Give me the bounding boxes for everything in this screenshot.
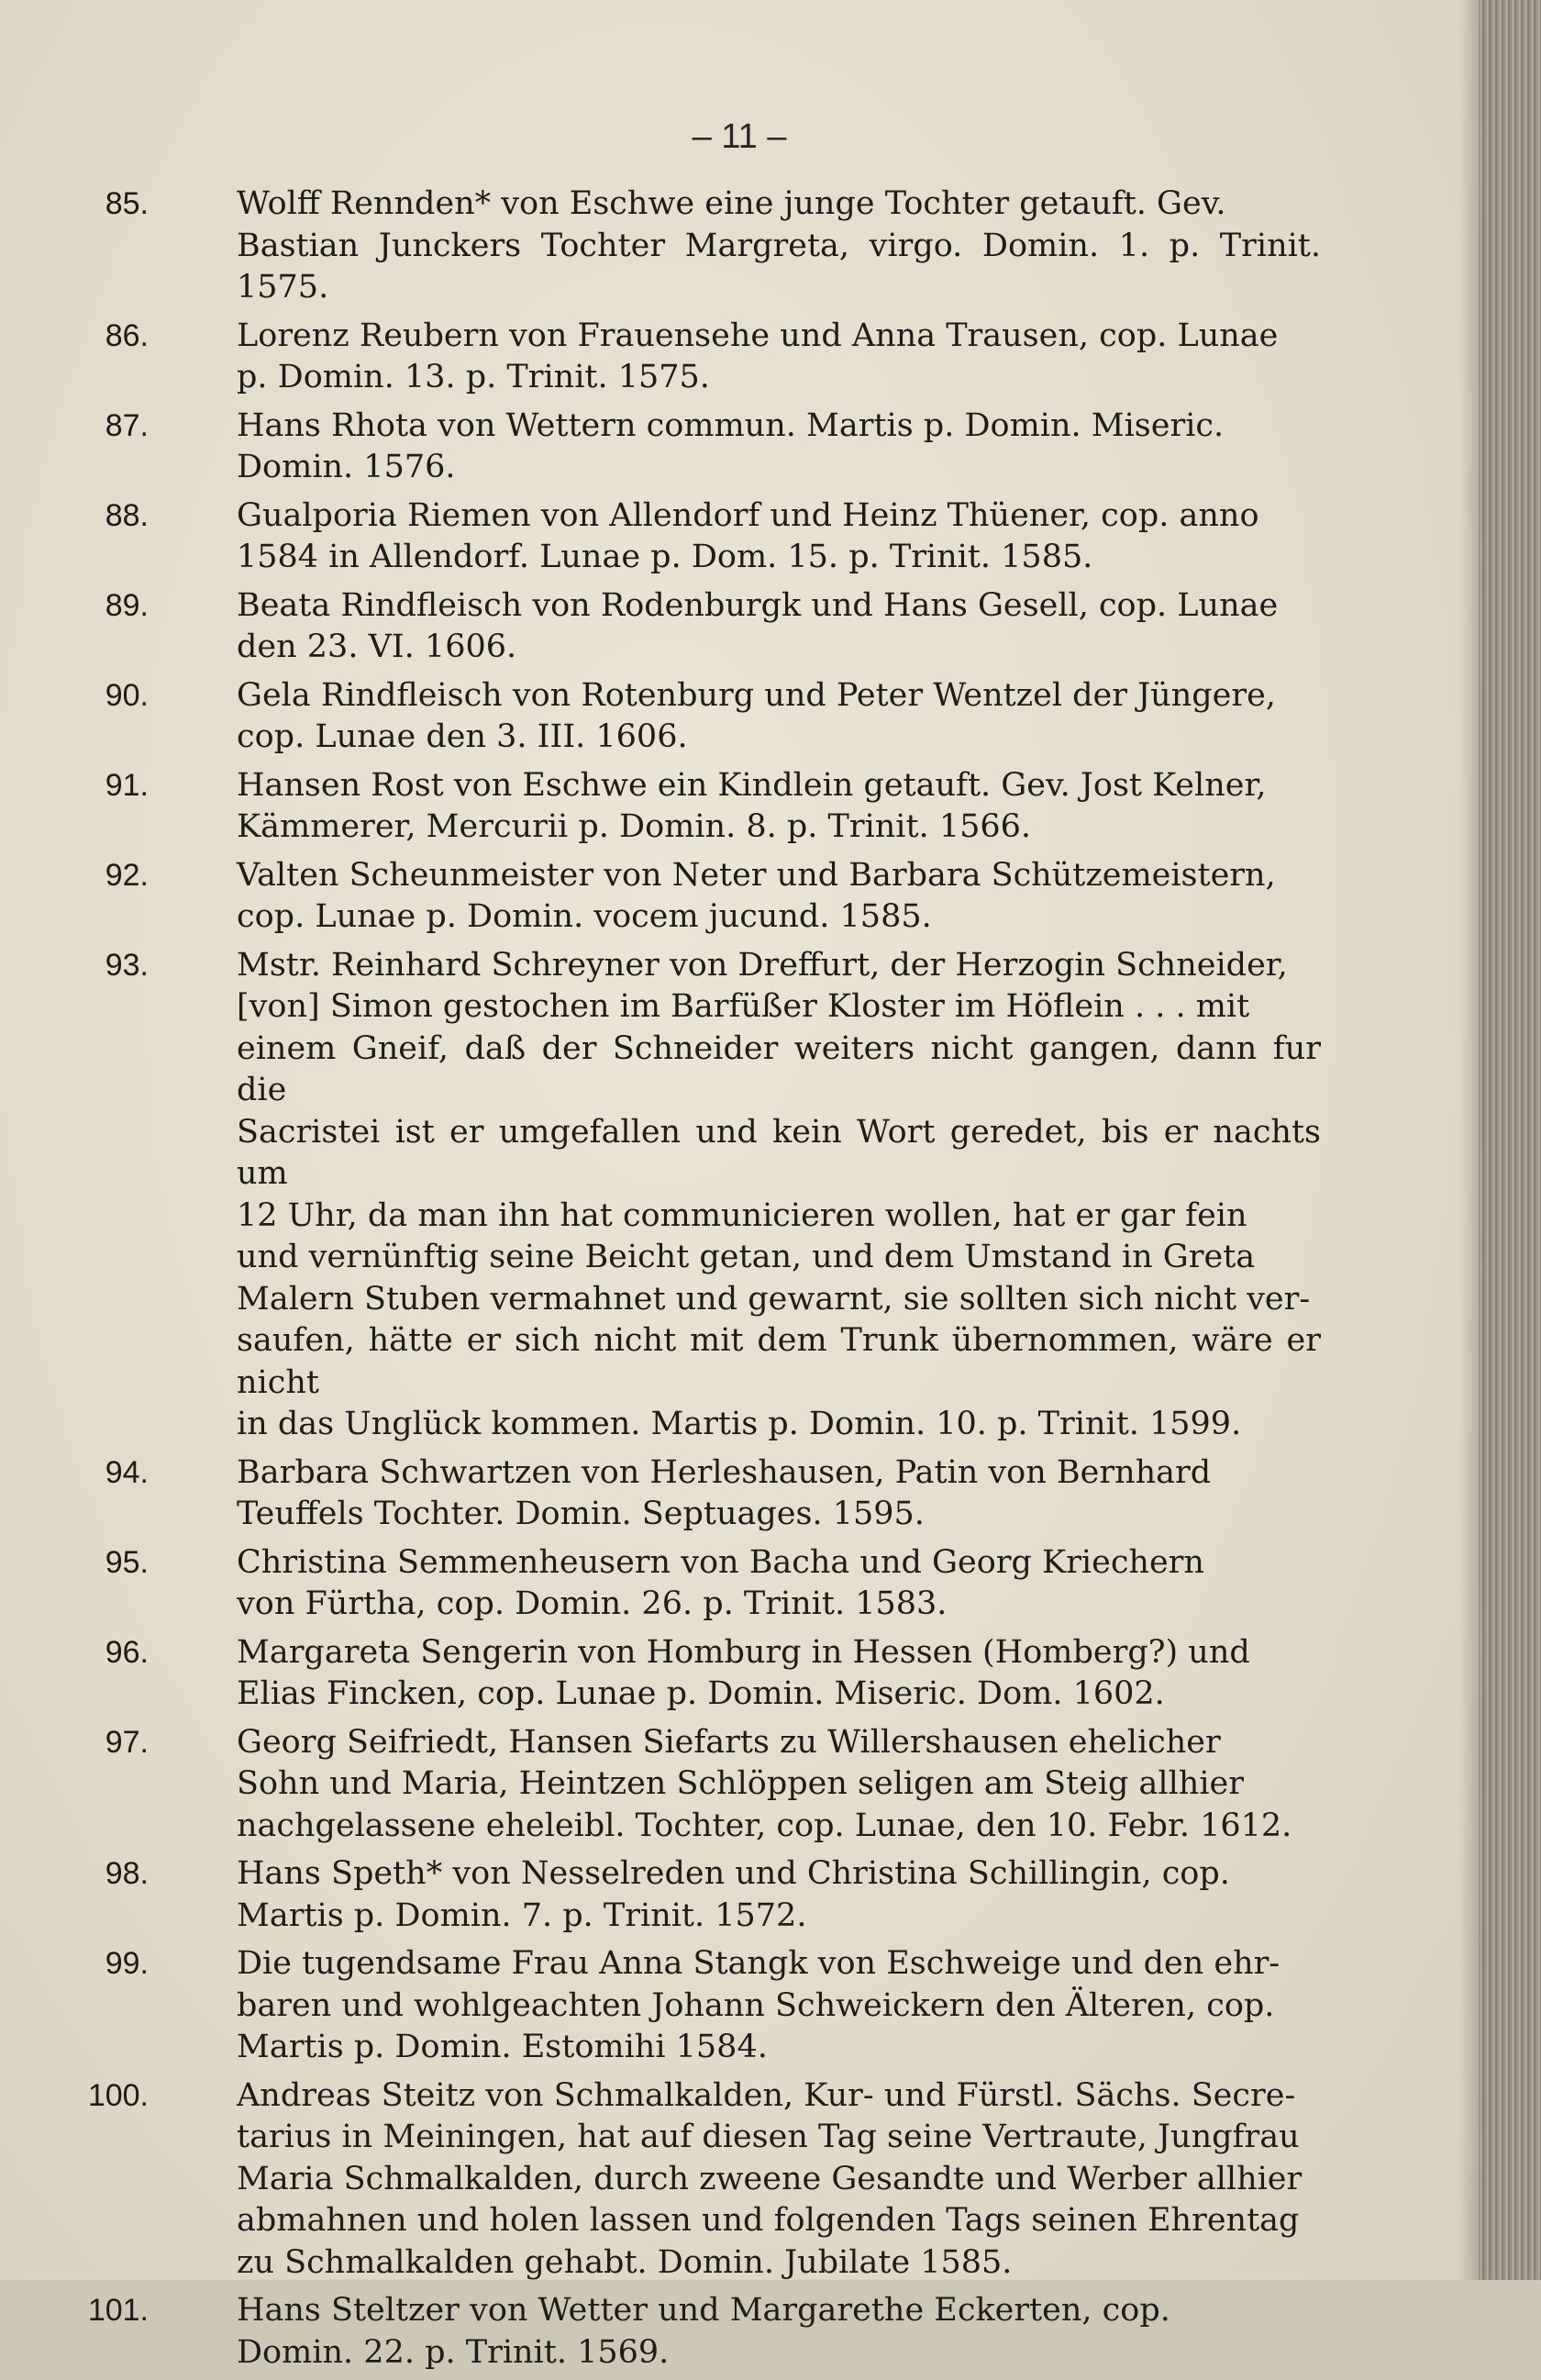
entry [87,2075,1321,2285]
entry-text: Christina Semmenheusern von Bacha und Georg Kriechern von Fürtha, cop. Domin. 26. p. Trinit. 1583. [237,1543,1204,1622]
entry [105,184,1321,309]
entry [105,945,1321,1446]
entry-number: 88. [105,497,149,533]
page-gutter-shadow [1458,0,1480,2280]
entry-number: 100. [87,2077,149,2113]
entry [105,1853,1321,1937]
entry-text: Barbara Schwartzen von Herleshausen, Patin von Bernhard Teuffels Tochter. Domin. Septuages. 1595. [237,1453,1212,1532]
entry-text: Hans Rhota von Wettern commun. Martis p. Domin. Miseric. Domin. 1576. [237,406,1225,485]
entry-text: Valten Scheunmeister von Neter und Barbara Schützemeistern, cop. Lunae p. Domin. vocem jucund. 1585. [237,856,1276,935]
entry-list [87,184,1321,2380]
page-number: – 11 – [692,117,787,156]
entry-text: Margareta Sengerin von Homburg in Hessen (Homberg?) und Elias Fincken, cop. Lunae p. Domin. Miseric. Dom. 1602. [237,1633,1250,1712]
entry-text: Andreas Steitz von Schmalkalden, Kur- und Fürstl. Sächs. Secre- tarius in Meiningen, hat auf diesen Tag seine Vertraute, Jungfrau Maria Schmalkalden, durch zweene Gesandte und Werber allhier abmahnen und holen lassen und folgenden Tags seinen Ehrentag zu Schmalkalden gehabt. Domin. Jubilate 1585. [237,2076,1303,2281]
entry [105,495,1321,579]
entry-text: Die tugendsame Frau Anna Stangk von Eschweige und den ehr- baren und wohlgeachten Johann Schweickern den Älteren, cop. Martis p. Domin. Estomihi 1584. [237,1945,1280,2065]
entry [87,2290,1321,2374]
entry-number: 99. [105,1946,149,1981]
entry-number: 101. [87,2293,149,2328]
entry-number: 91. [105,767,149,803]
entry [105,1722,1321,1848]
entry [105,1632,1321,1716]
entry-number: 96. [105,1634,149,1670]
entry-text: Mstr. Reinhard Schreyner von Dreffurt, der Herzogin Schneider, [von] Simon gestochen im Barfüßer Kloster im Höflein . . . mit einem Gneif, daß der Schneider weiters nicht gangen, dann fur die Sacristei ist er umgefallen und kein Wort geredet, bis er nachts um 12 Uhr, da man ihn hat communicieren wollen, hat er gar fein und vernünftig seine Beicht getan, und dem Umstand in Greta Malern Stuben vermahnet und gewarnt, sie sollten sich nicht ver- saufen, hätte er sich nicht mit dem Trunk übernommen, wäre er nicht in das Unglück kommen. Martis p. Domin. 10. p. Trinit. 1599. [237,946,1321,1442]
entry-number: 95. [105,1544,149,1580]
entry-text: Lorenz Reubern von Frauensehe und Anna Trausen, cop. Lunae p. Domin. 13. p. Trinit. 1575. [237,317,1279,395]
entry [105,406,1321,489]
entry-number: 98. [105,1856,149,1891]
entry-text: Hans Steltzer von Wetter und Margarethe Eckerten, cop. Domin. 22. p. Trinit. 1569. [237,2292,1170,2371]
entry [105,855,1321,939]
entry [105,316,1321,399]
entry-text: Wolff Rennden* von Eschwe eine junge Tochter getauft. Gev. Bastian Junckers Tochter Margreta, virgo. Domin. 1. p. Trinit. 1575. [237,185,1321,306]
entry [105,1452,1321,1536]
entry [105,765,1321,849]
entry-number: 89. [105,587,149,623]
entry-number: 93. [105,947,149,983]
entry-text: Hansen Rost von Eschwe ein Kindlein getauft. Gev. Jost Kelner, Kämmerer, Mercurii p. Domin. 8. p. Trinit. 1566. [237,766,1267,845]
book-page-edges [1479,0,1541,2280]
entry-number: 86. [105,317,149,353]
entry-text: Gela Rindfleisch von Rotenburg und Peter Wentzel der Jüngere, cop. Lunae den 3. III. 1606. [237,676,1276,755]
entry [105,1542,1321,1626]
entry-text: Beata Rindfleisch von Rodenburgk und Hans Gesell, cop. Lunae den 23. VI. 1606. [237,586,1279,665]
entry-number: 87. [105,407,149,443]
entry [105,585,1321,669]
entry-number: 90. [105,677,149,713]
entry [105,675,1321,759]
entry-text: Gualporia Riemen von Allendorf und Heinz Thüener, cop. anno 1584 in Allendorf. Lunae p. Dom. 15. p. Trinit. 1585. [237,496,1259,575]
entry-number: 85. [105,186,149,221]
entry-number: 92. [105,857,149,893]
entry-text: Georg Seifriedt, Hansen Siefarts zu Willershausen ehelicher Sohn und Maria, Heintzen Schlöppen seligen am Steig allhier nachgelassene eheleibl. Tochter, cop. Lunae, den 10. Febr. 1612. [237,1723,1292,1844]
entry-text: Hans Speth* von Nesselreden und Christina Schillingin, cop. Martis p. Domin. 7. p. Trinit. 1572. [237,1855,1230,1934]
entry [105,1943,1321,2069]
entry-number: 94. [105,1454,149,1490]
entry-number: 97. [105,1724,149,1760]
